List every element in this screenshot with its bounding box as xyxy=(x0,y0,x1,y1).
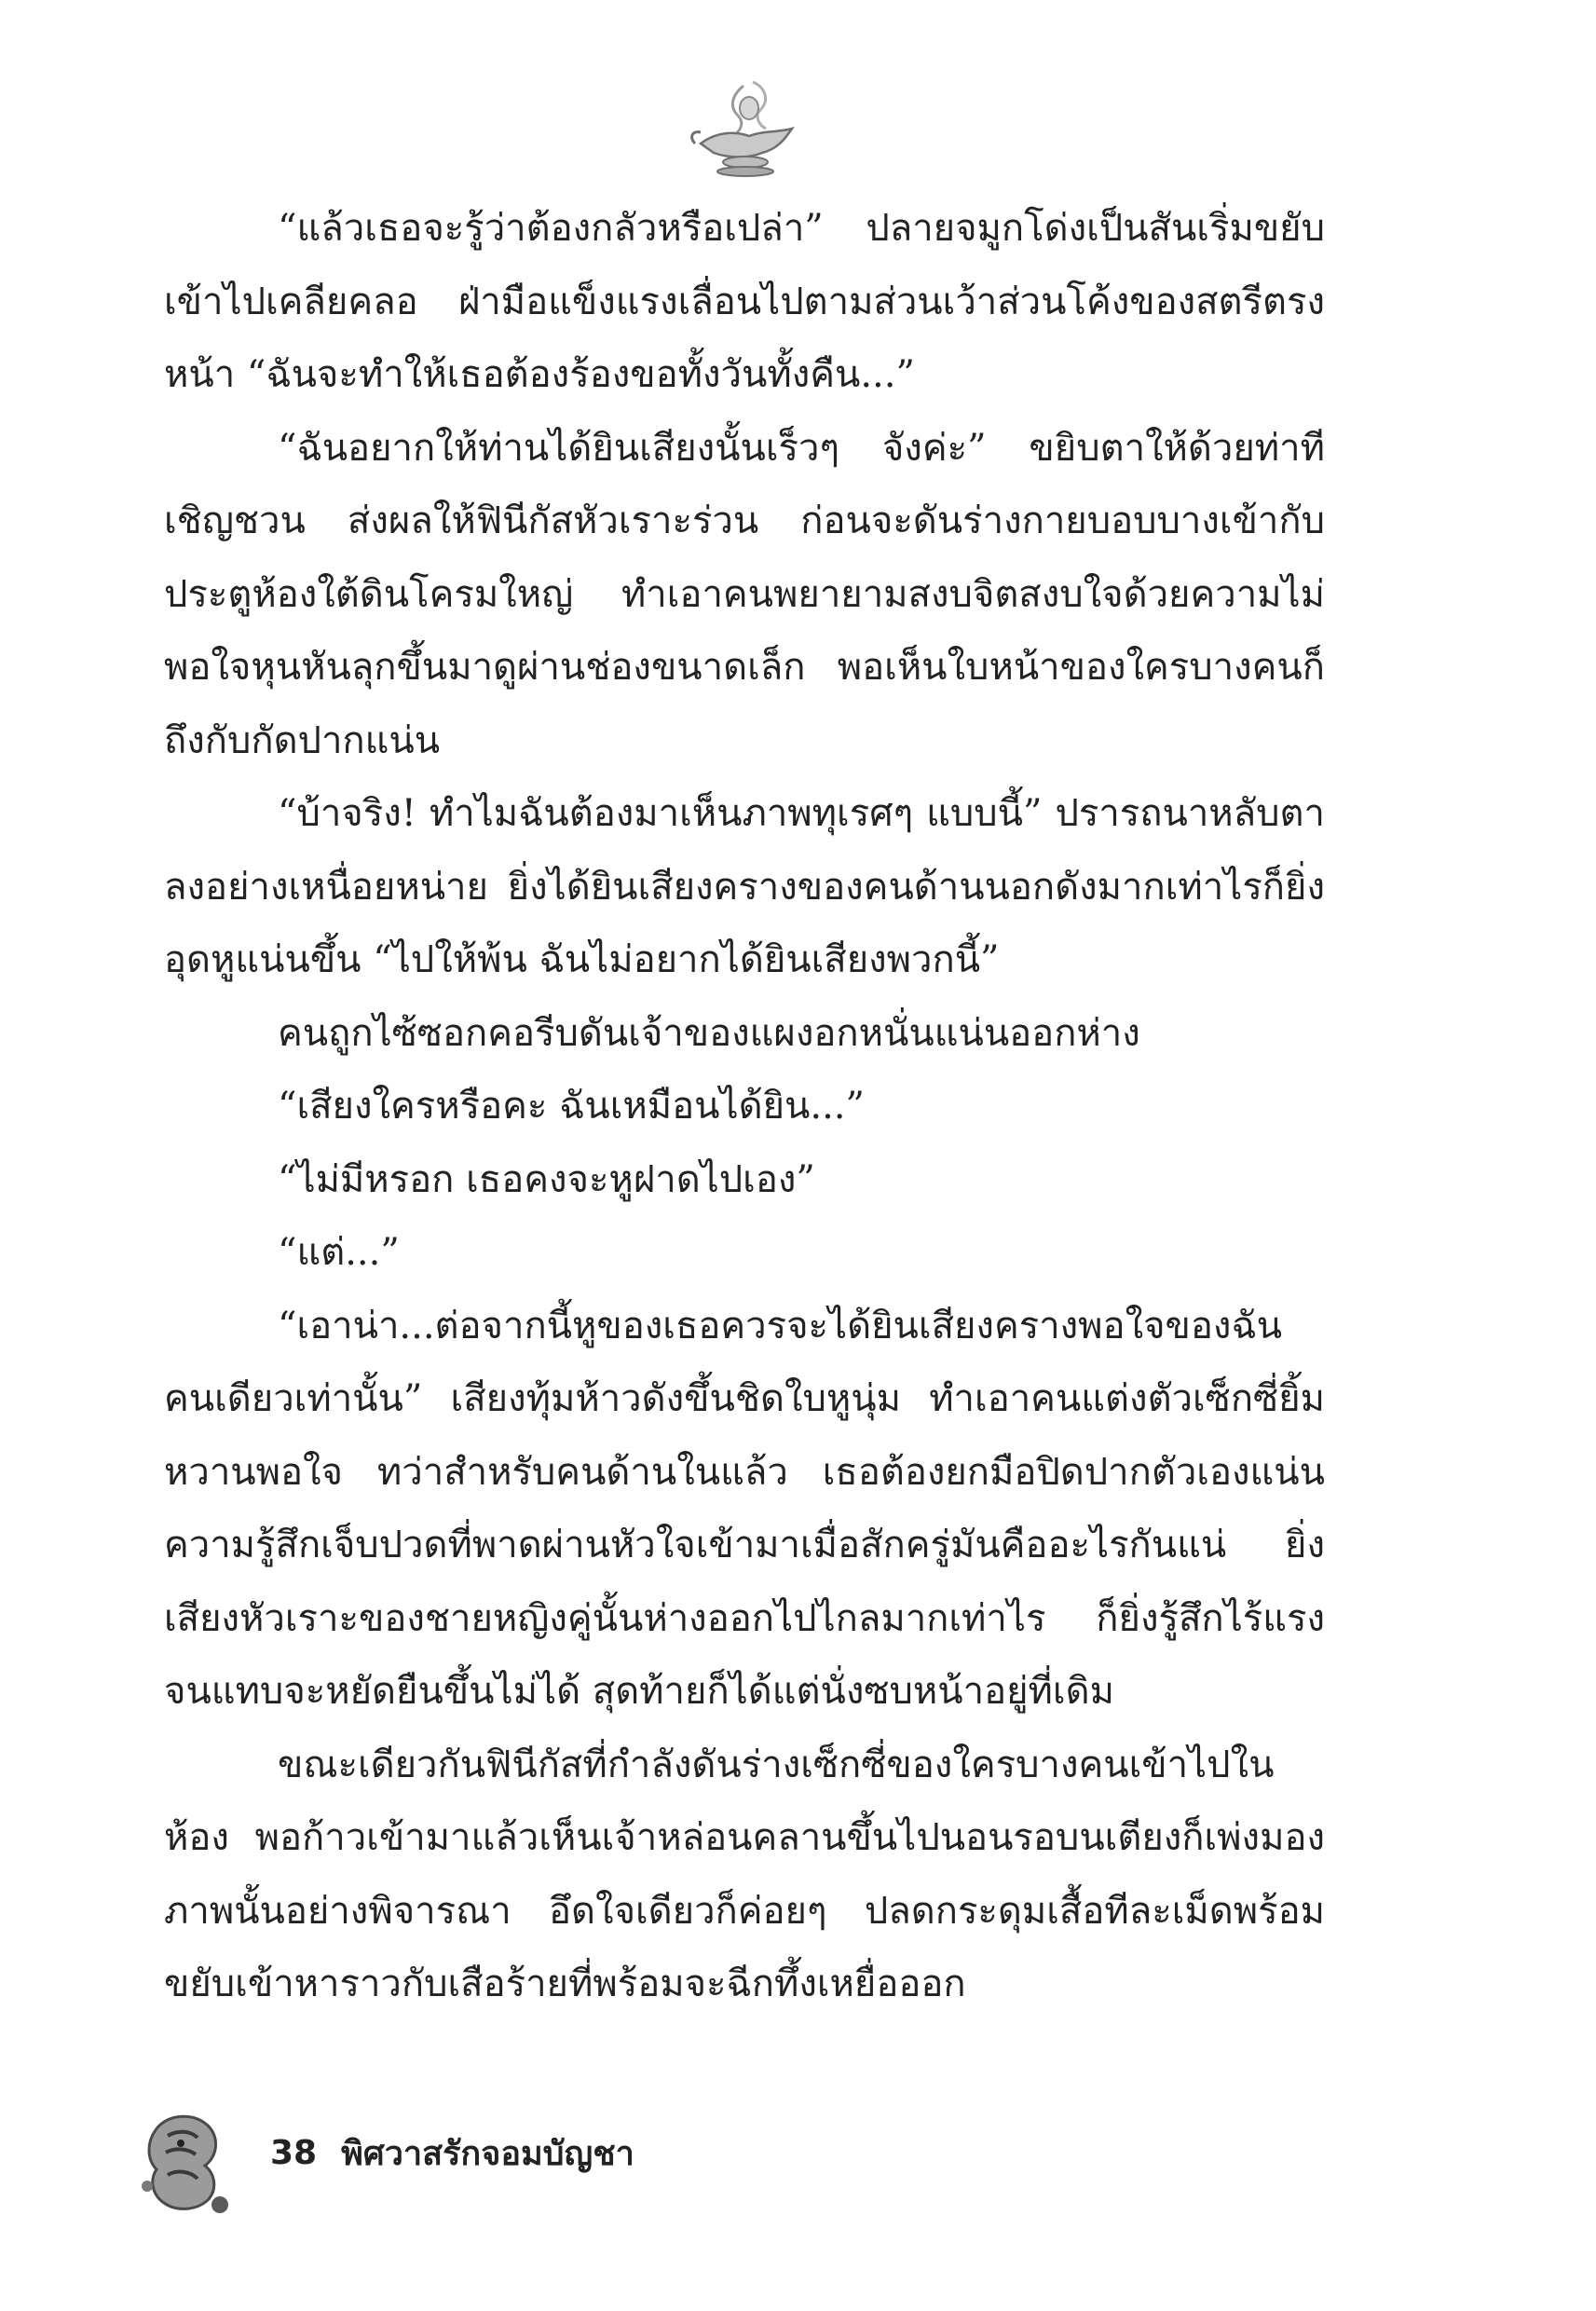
paragraph: “แต่...” xyxy=(278,1231,400,1274)
paragraph: “เสียงใครหรือคะ ฉันเหมือนได้ยิน...” xyxy=(278,1085,865,1128)
page-number: 38 xyxy=(270,2133,318,2172)
paragraph: “ฉันอยากให้ท่านได้ยินเสียงนั้นเร็วๆ จังค่ะ” ขยิบตาให้ด้วยท่าทีเชิญชวน ส่งผลให้ฟินีกัสหัวเราะร่วน ก่อนจะดันร่างกายบอบบางเข้ากับประตูห้องใต้ดินโครมใหญ่ ทำเอาคนพยายามสงบจิตสงบใจด้วยความไม่พอใจหุนหันลุกขึ้นมาดูผ่านช่องขนาดเล็ก พอเห็นใบหน้าของใครบางคนก็ถึงกับกัดปากแน่น xyxy=(164,426,1325,762)
paragraph: “เอาน่า...ต่อจากนี้หูของเธอควรจะได้ยินเสียงครางพอใจของฉันคนเดียวเท่านั้น” เสียงทุ้มห้าวดังขึ้นชิดใบหูนุ่ม ทำเอาคนแต่งตัวเซ็กซี่ยิ้มหวานพอใจ ทว่าสำหรับคนด้านในแล้ว เธอต้องยกมือปิดปากตัวเองแน่น ความรู้สึกเจ็บปวดที่พาดผ่านหัวใจเข้ามาเมื่อสักครู่มันคืออะไรกันแน่ ยิ่งเสียงหัวเราะของชายหญิงคู่นั้นห่างออกไปไกลมากเท่าไร ก็ยิ่งรู้สึกไร้แรงจนแทบจะหยัดยืนขึ้นไม่ได้ สุดท้ายก็ได้แต่นั่งซบหน้าอยู่ที่เดิม xyxy=(164,1304,1325,1713)
book-title: พิศวาสรักจอมบัญชา xyxy=(341,2134,634,2173)
paragraph: คนถูกไซ้ซอกคอรีบดันเจ้าของแผงอกหนั่นแน่นออกห่าง xyxy=(278,1011,1140,1055)
body-text xyxy=(164,192,1325,2021)
genie-lamp-icon xyxy=(688,78,803,181)
tiger-ornament-icon xyxy=(140,2108,233,2220)
paragraph: “แล้วเธอจะรู้ว่าต้องกลัวหรือเปล่า” ปลายจมูกโด่งเป็นสันเริ่มขยับเข้าไปเคลียคลอ ฝ่ามือแข็งแรงเลื่อนไปตามส่วนเว้าส่วนโค้งของสตรีตรงหน้า “ฉันจะทำให้เธอต้องร้องขอทั้งวันทั้งคืน...” xyxy=(164,207,1325,396)
paragraph: “บ้าจริง! ทำไมฉันต้องมาเห็นภาพทุเรศๆ แบบนี้” ปรารถนาหลับตาลงอย่างเหนื่อยหน่าย ยิ่งได้ยินเสียงครางของคนด้านนอกดังมากเท่าไรก็ยิ่งอุดหูแน่นขึ้น “ไปให้พ้น ฉันไม่อยากได้ยินเสียงพวกนี้” xyxy=(164,792,1325,981)
paragraph: “ไม่มีหรอก เธอคงจะหูฝาดไปเอง” xyxy=(278,1157,815,1201)
page-footer xyxy=(270,2125,634,2181)
paragraph: ขณะเดียวกันฟินีกัสที่กำลังดันร่างเซ็กซี่ของใครบางคนเข้าไปในห้อง พอก้าวเข้ามาแล้วเห็นเจ้าหล่อนคลานขึ้นไปนอนรอบนเตียงก็เพ่งมองภาพนั้นอย่างพิจารณา อึดใจเดียวก็ค่อยๆ ปลดกระดุมเสื้อทีละเม็ดพร้อมขยับเข้าหาราวกับเสือร้ายที่พร้อมจะฉีกทึ้งเหยื่อออก xyxy=(164,1743,1325,2005)
